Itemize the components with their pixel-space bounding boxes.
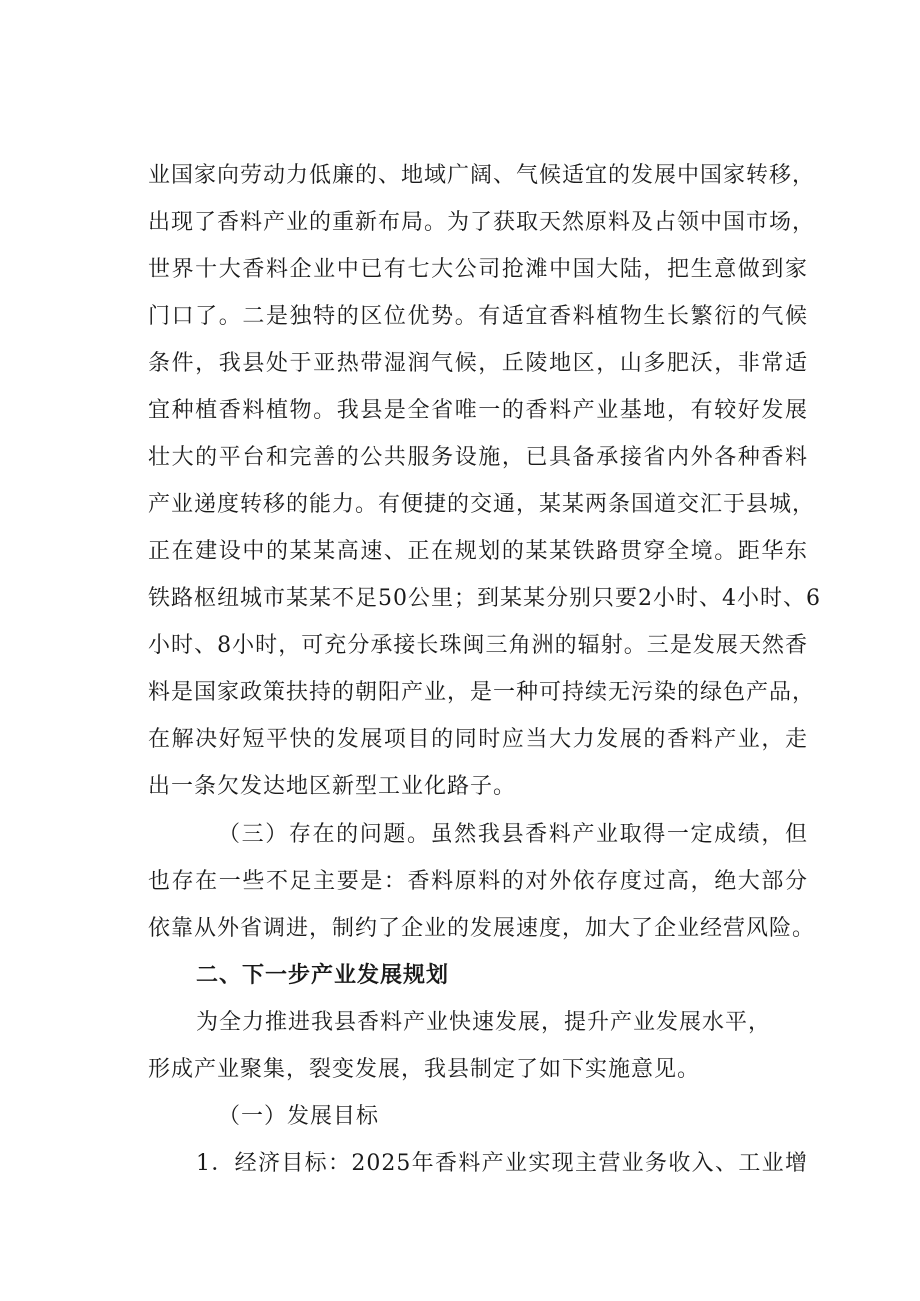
body-line: 小时、8小时，可充分承接长珠闽三角洲的辐射。三是发展天然香: [148, 633, 808, 658]
body-line: 依靠从外省调进，制约了企业的发展速度，加大了企业经营风险。: [148, 916, 816, 941]
body-line: 条件，我县处于亚热带湿润气候，丘陵地区，山多肥沃，非常适: [148, 351, 808, 376]
paragraph-3-first-line: （三）存在的问题。虽然我县香料产业取得一定成绩，但: [218, 822, 808, 847]
body-line: 产业递度转移的能力。有便捷的交通，某某两条国道交汇于县城，: [148, 492, 816, 517]
body-line: 在解决好短平快的发展项目的同时应当大力发展的香料产业，走: [148, 727, 808, 752]
body-line: 业国家向劳动力低廉的、地域广阔、气候适宜的发展中国家转移，: [148, 163, 816, 188]
body-line: 出现了香料产业的重新布局。为了获取天然原料及占领中国市场，: [148, 210, 816, 235]
body-line: 世界十大香料企业中已有七大公司抢滩中国大陆，把生意做到家: [148, 257, 808, 282]
subsection-heading: （一）发展目标: [218, 1104, 380, 1129]
body-line: 正在建设中的某某高速、正在规划的某某铁路贯穿全境。距华东: [148, 539, 808, 564]
body-line: 也存在一些不足主要是：香料原料的对外依存度过高，绝大部分: [148, 869, 808, 894]
body-line: 出一条欠发达地区新型工业化路子。: [148, 774, 517, 799]
body-line: 铁路枢纽城市某某不足50公里；到某某分别只要2小时、4小时、6: [148, 586, 821, 611]
body-line: 料是国家政策扶持的朝阳产业，是一种可持续无污染的绿色产品，: [148, 680, 816, 705]
body-line: 形成产业聚集，裂变发展，我县制定了如下实施意见。: [148, 1057, 701, 1082]
body-line: 壮大的平台和完善的公共服务设施，已具备承接省内外各种香料: [148, 445, 808, 470]
section-heading: 二、下一步产业发展规划: [196, 963, 450, 988]
body-line: 1．经济目标：2025年香料产业实现主营业务收入、工业增: [196, 1151, 808, 1176]
intro-first-line: 为全力推进我县香料产业快速发展，提升产业发展水平，: [196, 1010, 772, 1035]
body-line: 宜种植香料植物。我县是全省唯一的香料产业基地，有较好发展: [148, 398, 808, 423]
body-line: 门口了。二是独特的区位优势。有适宜香料植物生长繁衍的气候: [148, 304, 808, 329]
